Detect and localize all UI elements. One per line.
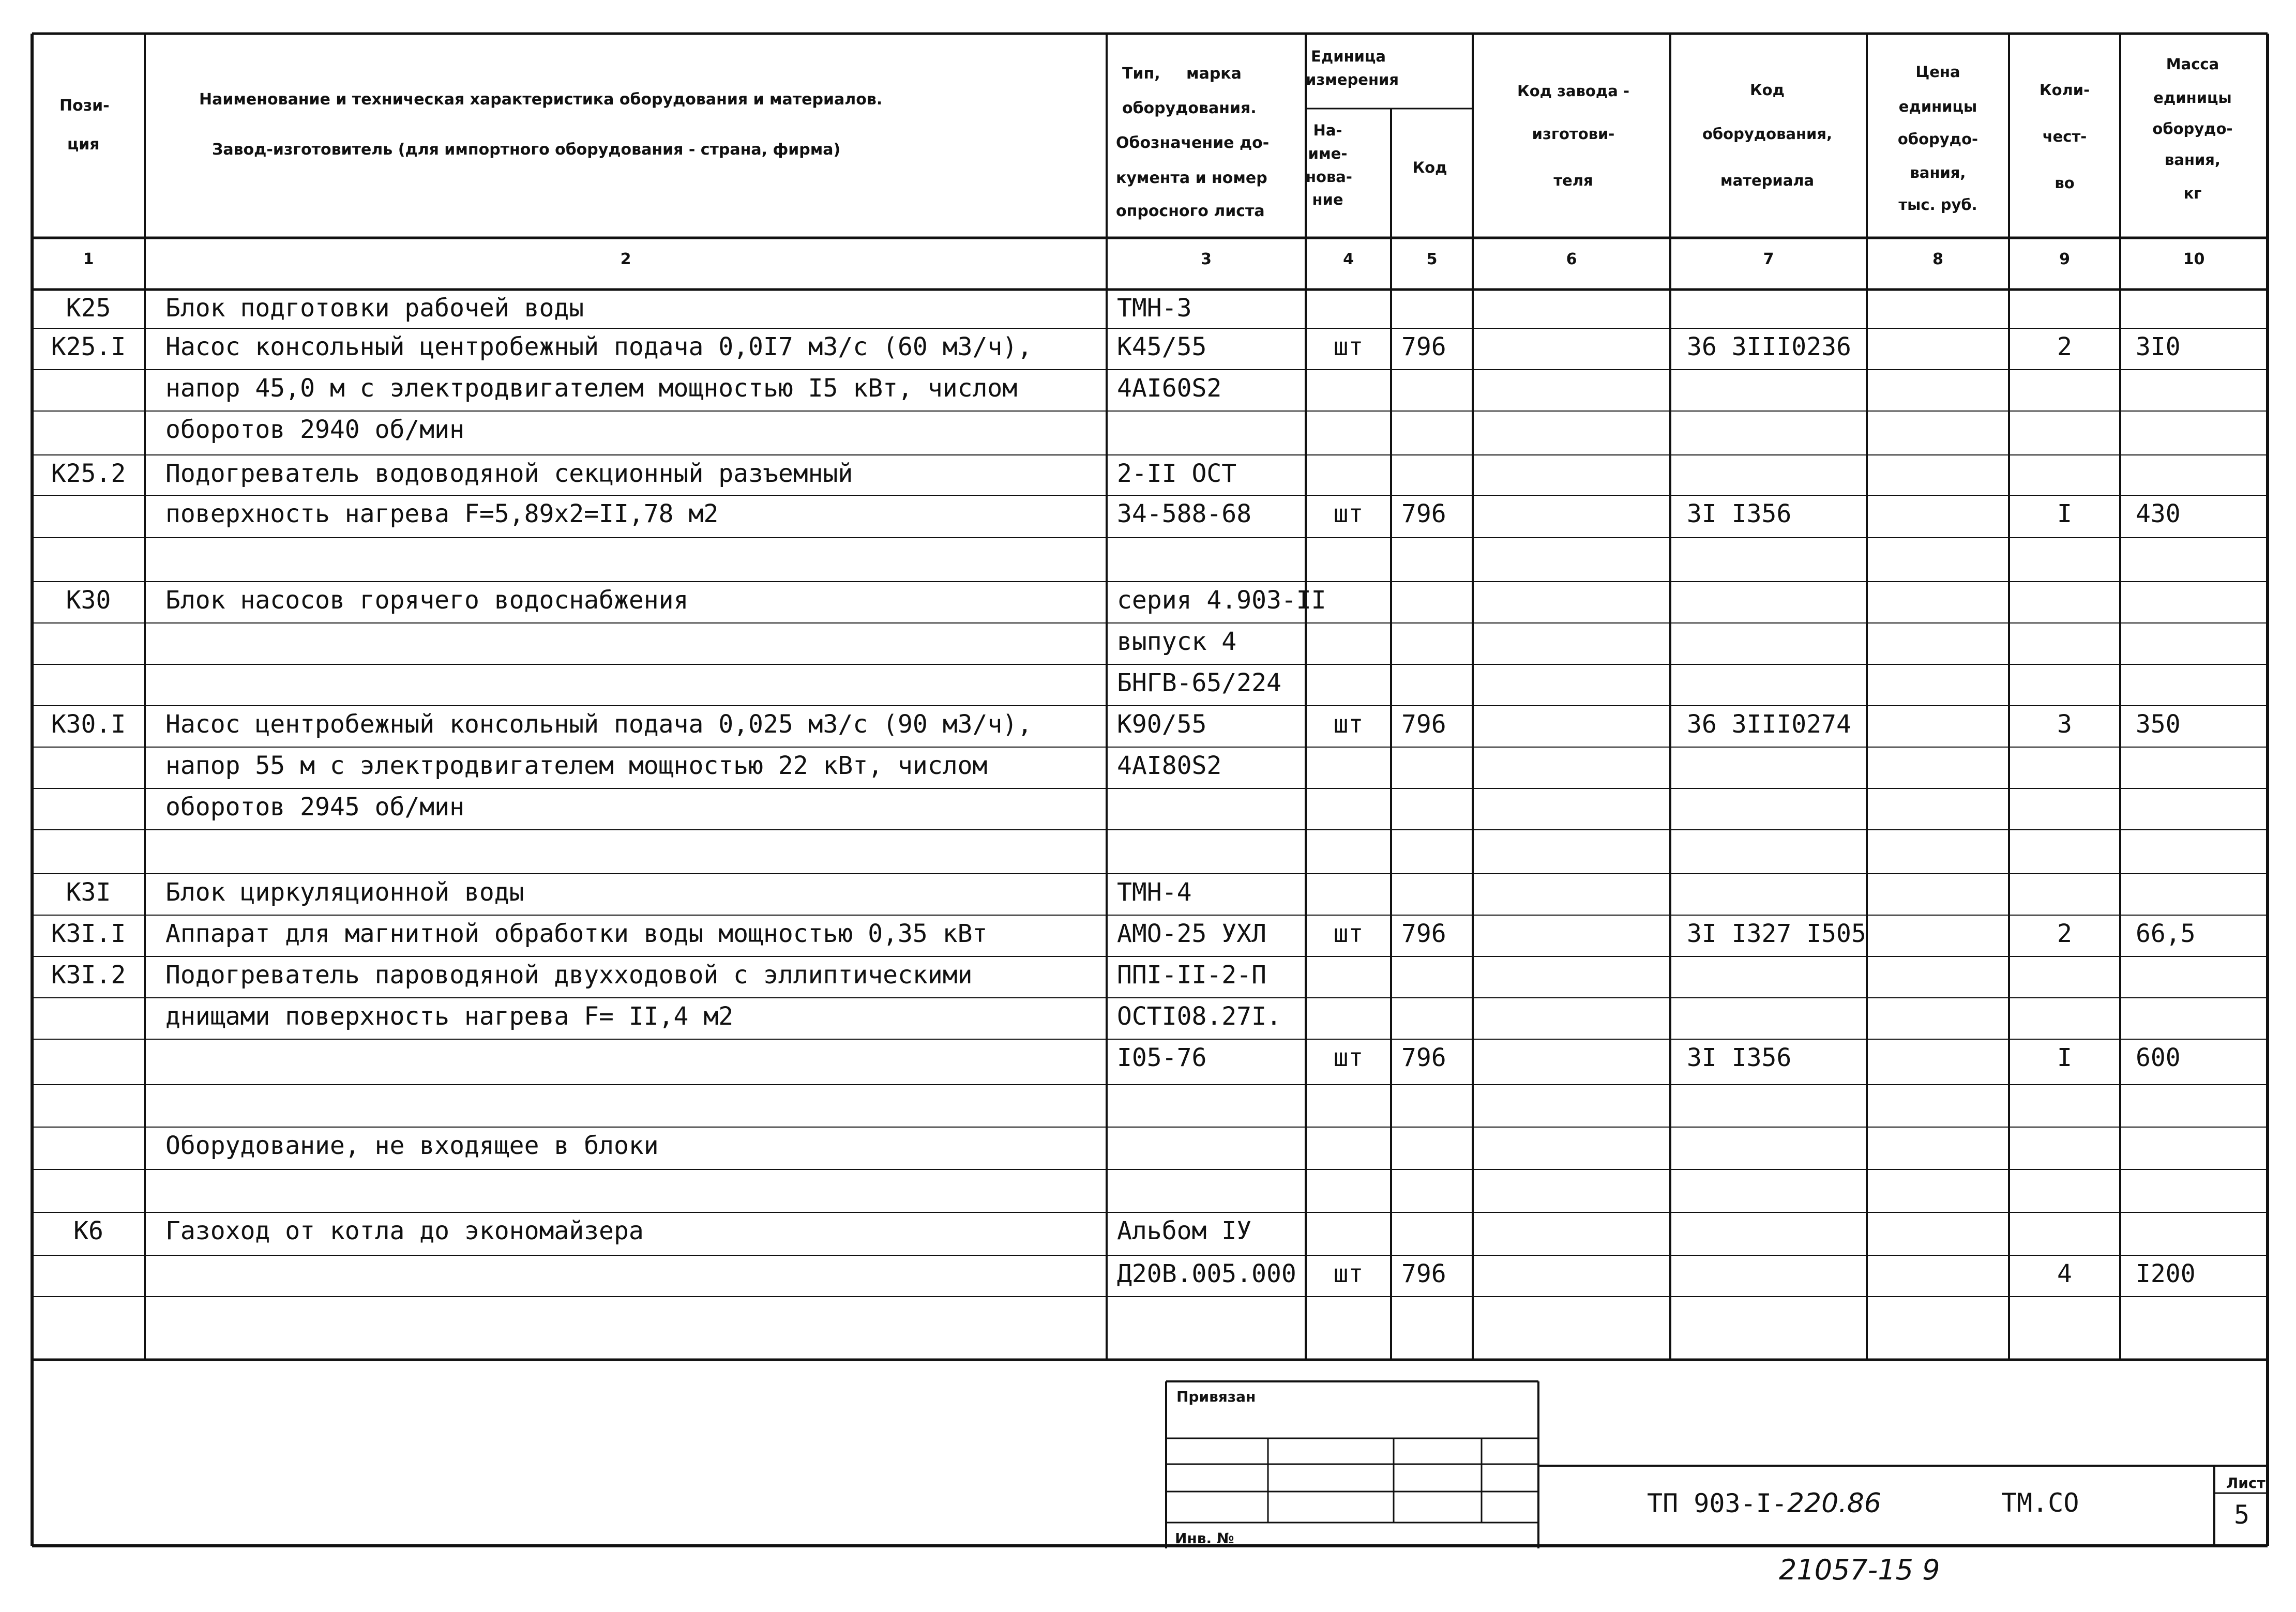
row-18-type: I05-76 — [1117, 1043, 1207, 1072]
header-col10-line1: Масса — [2166, 55, 2219, 73]
header-col9-line2: чест- — [2042, 128, 2087, 145]
row-10-qty: 3 — [2057, 710, 2072, 739]
row-2-type: 4AI60S2 — [1117, 374, 1222, 403]
row-1-pos: К25.I — [51, 332, 126, 361]
row-0-type: ТМН-3 — [1117, 294, 1192, 323]
row-4-type: 2-II ОСТ — [1117, 459, 1237, 488]
header-col1-line2: ция — [67, 135, 100, 154]
row-18-qty: I — [2057, 1043, 2072, 1072]
row-7-pos: К30 — [66, 586, 111, 615]
sheet-number: 5 — [2234, 1500, 2250, 1530]
row-3-name: оборотов 2940 об/мин — [165, 415, 464, 444]
row-1-name: Насос консольный центробежный подача 0,0I7 м3/с (60 м3/ч), — [165, 332, 1033, 361]
row-11-name: напор 55 м с электродвигателем мощностью 22 кВт, числом — [165, 751, 988, 780]
row-11-type: 4AI80S2 — [1117, 751, 1222, 780]
row-10-code: 796 — [1401, 710, 1446, 739]
header-unit-group-line1: Единица — [1311, 48, 1386, 65]
header-col3-line4: кумента и номер — [1116, 169, 1267, 187]
header-col10-line2: единицы — [2153, 89, 2232, 107]
header-col6-line1: Код завода - — [1517, 82, 1629, 100]
row-5-name: поверхность нагрева F=5,89х2=II,78 м2 — [165, 499, 719, 528]
header-col5: Код — [1412, 159, 1447, 176]
row-15-name: Аппарат для магнитной обработки воды мощностью 0,35 кВт — [165, 919, 988, 948]
row-5-code: 796 — [1401, 499, 1446, 528]
project-code — [1647, 1490, 1881, 1517]
row-5-type: 34-588-68 — [1117, 499, 1252, 528]
row-15-type: АМО-25 УХЛ — [1117, 919, 1266, 948]
row-20-name: Оборудование, не входящее в блоки — [165, 1131, 659, 1160]
row-22-type: Альбом IУ — [1117, 1216, 1252, 1245]
row-22-name: Газоход от котла до экономайзера — [165, 1216, 644, 1245]
header-col1-line1: Пози- — [59, 97, 110, 115]
row-10-equip: 36 3III0274 — [1687, 710, 1851, 739]
header-col4-line1: На- — [1313, 121, 1342, 139]
project-code-handwritten: 220.86 — [1787, 1488, 1881, 1519]
header-col10-line5: кг — [2183, 185, 2202, 202]
header-col9-line3: во — [2055, 174, 2075, 192]
row-22-pos: К6 — [73, 1216, 103, 1245]
privyazan-label: Привязан — [1176, 1388, 1256, 1405]
row-1-qty: 2 — [2057, 332, 2072, 361]
row-5-unit: шт — [1333, 499, 1364, 528]
header-col3-line5: опросного листа — [1116, 202, 1265, 220]
header-col8-line1: Цена — [1915, 63, 1960, 81]
header-col7-line1: Код — [1749, 81, 1785, 99]
column-number-8: 8 — [1932, 250, 1943, 268]
row-4-pos: К25.2 — [51, 459, 126, 488]
row-14-name: Блок циркуляционной воды — [165, 878, 524, 907]
row-2-name: напор 45,0 м с электродвигателем мощностью I5 кВт, числом — [165, 374, 1018, 403]
row-15-pos: К3I.I — [51, 919, 126, 948]
row-23-code: 796 — [1401, 1259, 1446, 1288]
row-1-equip: 36 3III0236 — [1687, 332, 1851, 361]
row-23-qty: 4 — [2057, 1259, 2072, 1288]
row-17-type: ОСТI08.27I. — [1117, 1002, 1281, 1031]
column-number-6: 6 — [1566, 250, 1577, 268]
row-16-pos: К3I.2 — [51, 961, 126, 990]
row-1-type: К45/55 — [1117, 332, 1207, 361]
row-9-type: БНГВ-65/224 — [1117, 668, 1281, 697]
row-1-code: 796 — [1401, 332, 1446, 361]
inventory-number-label: Инв. № — [1175, 1530, 1234, 1547]
row-23-mass: I200 — [2136, 1259, 2196, 1288]
row-18-code: 796 — [1401, 1043, 1446, 1072]
row-15-code: 796 — [1401, 919, 1446, 948]
row-15-mass: 66,5 — [2136, 919, 2196, 948]
row-5-equip: 3I I356 — [1687, 499, 1792, 528]
row-15-equip: 3I I327 I505 — [1687, 919, 1866, 948]
row-1-mass: 3I0 — [2136, 332, 2181, 361]
row-16-name: Подогреватель пароводяной двухходовой с эллиптическими — [165, 961, 973, 990]
header-col8-line3: оборудо- — [1897, 130, 1978, 148]
row-17-name: днищами поверхность нагрева F= II,4 м2 — [165, 1002, 734, 1031]
header-col6-line2: изготови- — [1532, 125, 1615, 143]
row-0-pos: К25 — [66, 294, 111, 323]
header-col4-line4: ние — [1312, 191, 1343, 208]
row-4-name: Подогреватель водоводяной секционный разъемный — [165, 459, 853, 488]
header-col8-line5: тыс. руб. — [1898, 196, 1977, 214]
header-col4-line3: нова- — [1306, 168, 1352, 186]
column-number-10: 10 — [2183, 250, 2205, 268]
header-col9-line1: Коли- — [2039, 81, 2090, 99]
row-7-type: серия 4.903-II — [1117, 586, 1326, 615]
row-18-mass: 600 — [2136, 1043, 2181, 1072]
row-5-mass: 430 — [2136, 499, 2181, 528]
header-col10-line3: оборудо- — [2152, 120, 2233, 138]
row-10-mass: 350 — [2136, 710, 2181, 739]
header-col3-line1: Тип, марка — [1122, 65, 1242, 83]
row-7-name: Блок насосов горячего водоснабжения — [165, 586, 689, 615]
header-col2-line1: Наименование и техническая характеристика оборудования и материалов. — [199, 90, 883, 109]
column-number-4: 4 — [1343, 250, 1354, 268]
header-unit-group-line2: измерения — [1306, 71, 1399, 88]
header-col4-line2: име- — [1308, 145, 1348, 162]
document-mark: ТМ.СО — [2001, 1488, 2079, 1518]
column-number-7: 7 — [1763, 250, 1774, 268]
header-col6-line3: теля — [1553, 172, 1593, 189]
header-col7-line2: оборудования, — [1702, 125, 1833, 143]
row-18-equip: 3I I356 — [1687, 1043, 1792, 1072]
row-8-type: выпуск 4 — [1117, 627, 1237, 656]
row-23-type: Д20В.005.000 — [1117, 1259, 1296, 1288]
row-10-pos: К30.I — [51, 710, 126, 739]
header-col10-line4: вания, — [2165, 151, 2221, 169]
row-18-unit: шт — [1333, 1043, 1364, 1072]
row-1-unit: шт — [1333, 332, 1364, 361]
row-14-pos: К3I — [66, 878, 111, 907]
column-number-9: 9 — [2059, 250, 2070, 268]
header-col3-line2: оборудования. — [1122, 99, 1257, 117]
header-col7-line3: материала — [1720, 172, 1815, 189]
row-10-unit: шт — [1333, 710, 1364, 739]
column-number-3: 3 — [1201, 250, 1212, 268]
column-number-2: 2 — [620, 250, 631, 268]
row-23-unit: шт — [1333, 1259, 1364, 1288]
row-5-qty: I — [2057, 499, 2072, 528]
row-10-name: Насос центробежный консольный подача 0,025 м3/с (90 м3/ч), — [165, 710, 1033, 739]
row-10-type: К90/55 — [1117, 710, 1207, 739]
header-col8-line4: вания, — [1910, 164, 1966, 181]
column-number-5: 5 — [1426, 250, 1438, 268]
row-0-name: Блок подготовки рабочей воды — [165, 294, 584, 323]
project-code-prefix: ТП 903-I- — [1647, 1488, 1787, 1518]
row-12-name: оборотов 2945 об/мин — [165, 793, 464, 822]
column-number-1: 1 — [83, 250, 94, 268]
row-15-unit: шт — [1333, 919, 1364, 948]
bottom-handwritten-note: 21057-15 9 — [1779, 1554, 1940, 1586]
header-col2-line2: Завод-изготовитель (для импортного оборудования - страна, фирма) — [212, 141, 841, 159]
sheet-label: Лист — [2226, 1474, 2265, 1492]
header-col8-line2: единицы — [1898, 98, 1977, 115]
header-col3-line3: Обозначение до- — [1116, 134, 1270, 152]
row-15-qty: 2 — [2057, 919, 2072, 948]
row-14-type: ТМН-4 — [1117, 878, 1192, 907]
row-16-type: ППI-II-2-П — [1117, 961, 1266, 990]
